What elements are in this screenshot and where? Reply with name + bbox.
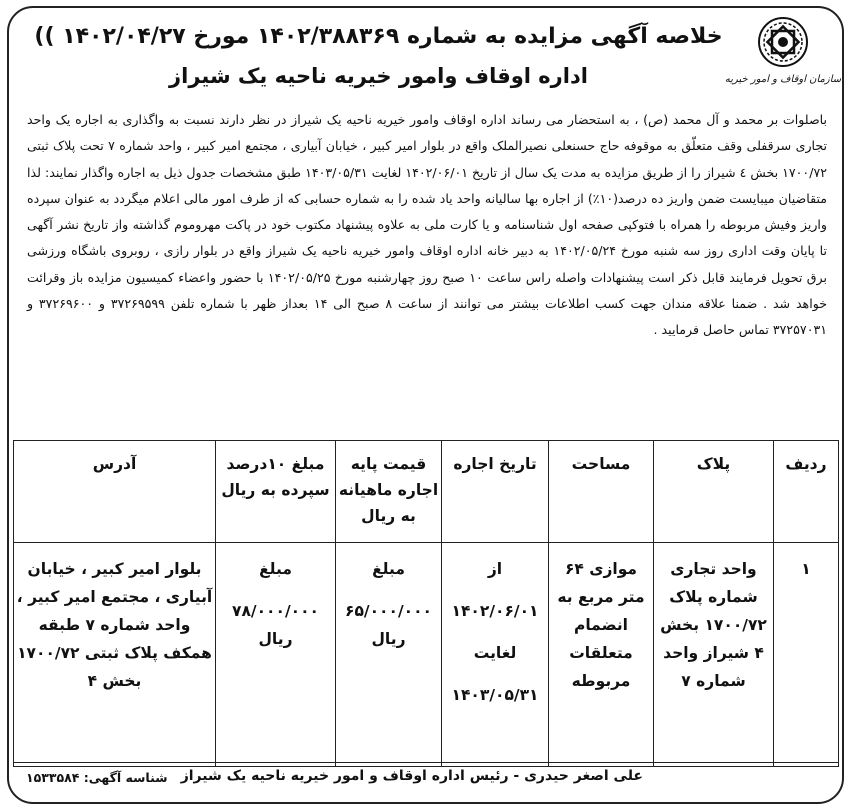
header-row-no: ردیف: [774, 441, 839, 543]
deposit-label: مبلغ: [259, 560, 292, 578]
cell-lease-date: [442, 543, 549, 767]
notice-subtitle: اداره اوقاف وامور خیریه ناحیه یک شیراز: [169, 64, 588, 88]
lease-to-label: لغایت: [473, 644, 517, 662]
cell-base-price: [336, 543, 442, 767]
cell-address: بلوار امیر کبیر ، خیابان آبیاری ، مجتمع امیر کبیر ، واحد شماره ۷ طبقه همکف پلاک ثبتی ۱۷۰۰/۷۲ بخش ۴: [14, 543, 216, 767]
header-plaque: پلاک: [654, 441, 774, 543]
lease-to: ۱۴۰۳/۰۵/۳۱: [451, 686, 539, 704]
header-address: آدرس: [14, 441, 216, 543]
deposit-value: ۷۸/۰۰۰/۰۰۰ ریال: [231, 602, 319, 648]
notice-title: خلاصه آگهی مزایده به شماره ۱۴۰۲/۳۸۸۳۶۹ مورخ ۱۴۰۲/۰۴/۲۷ )): [34, 24, 723, 49]
table-row: [14, 543, 839, 767]
base-price-label: مبلغ: [372, 560, 405, 578]
header-base-price: قیمت پایه اجاره ماهیانه به ریال: [336, 441, 442, 543]
logo-caption: سازمان اوقاف و امور خیریه: [724, 74, 842, 85]
cell-deposit: [216, 543, 336, 767]
header-lease-date: تاریخ اجاره: [442, 441, 549, 543]
table-header-row: [14, 441, 839, 543]
notice-paragraph: باصلوات بر محمد و آل محمد (ص) ، به استحضار می رساند اداره اوقاف وامور خیریه ناحیه یک شیراز در نظر دارند نسبت به واگذاری به اجاره یک واحد تجاری سرقفلی وقف متعلّق به موقوفه حاج حسنعلی نصیرالملک واقع در بلوار امیر کبیر ، خیابان آبیاری ، مجتمع امیر کبیر ، واحد شماره ۷ تحت پلاک ثبتی ۱۷۰۰/۷۲ بخش ٤ شیراز را از طریق مزایده به مدت یک سال از تاریخ ۱۴۰۲/۰۶/۰۱ لغایت ۱۴۰۳/۰۵/۳۱ طبق مشخصات جدول ذیل به اجاره واگذار نمایند: لذا متقاضیان میبایست ضمن واریز ده درصد(۱۰٪) از اجاره بها سالیانه واحد یاد شده را به شماره حسابی که از طرف امور مالی اعلام میگردد به عنوان سپرده واریز وفیش مربوطه را همراه با فتوکپی صفحه اول شناسنامه و یا کارت ملی به علاوه پیشنهاد مکتوب خود در پاکت مهروموم گذاشته واز تاریخ نشر آگهی تا پایان وقت اداری روز سه شنبه مورخ ۱۴۰۲/۰۵/۲۴ به دبیر خانه اداره اوقاف وامور خیریه ناحیه یک شیراز واقع در بلوار رازی ، روبروی باشگاه ورزشی برق تحویل فرمایند قابل ذکر است پیشنهادات واصله راس ساعت ۱۰ صبح روز چهارشنبه مورخ ۱۴۰۲/۰۵/۲۵ با حضور واعضاء کمیسیون مزایده باز وقرائت خواهد شد . ضمنا علاقه مندان جهت کسب اطلاعات بیشتر می توانند از ساعت ۸ صبح الی ۱۴ بعداز ظهر با شماره تلفن ۳۷۲۶۹۵۹۹ و ۳۷۲۶۹۶۰۰ و ۳۷۲۵۷۰۳۱ تماس حاصل فرمایید .: [27, 112, 828, 338]
lease-from-label: از: [487, 560, 503, 578]
lease-from: ۱۴۰۲/۰۶/۰۱: [451, 602, 539, 620]
header-area: مساحت: [549, 441, 654, 543]
awqaf-emblem-icon: [757, 16, 809, 72]
cell-area: موازی ۶۴ متر مربع به انضمام متعلقات مربوطه: [549, 543, 654, 767]
cell-plaque: واحد تجاری شماره پلاک ۱۷۰۰/۷۲ بخش ۴ شیراز واحد شماره ۷: [654, 543, 774, 767]
footer-divider: [14, 762, 839, 763]
notice-header: [30, 14, 842, 104]
awqaf-logo: [724, 16, 842, 104]
base-price-value: ۶۵/۰۰۰/۰۰۰ ریال: [344, 602, 432, 648]
auction-table: [13, 440, 839, 767]
header-deposit: مبلغ ۱۰درصد سپرده به ریال: [216, 441, 336, 543]
signer-name: علی اصغر حیدری - رئیس اداره اوقاف و امور خیریه ناحیه یک شیراز: [180, 768, 643, 784]
cell-row-no: ۱: [774, 543, 839, 767]
ad-id: شناسه آگهی: ۱۵۳۳۵۸۴: [26, 770, 168, 785]
notice-body: [27, 107, 827, 344]
